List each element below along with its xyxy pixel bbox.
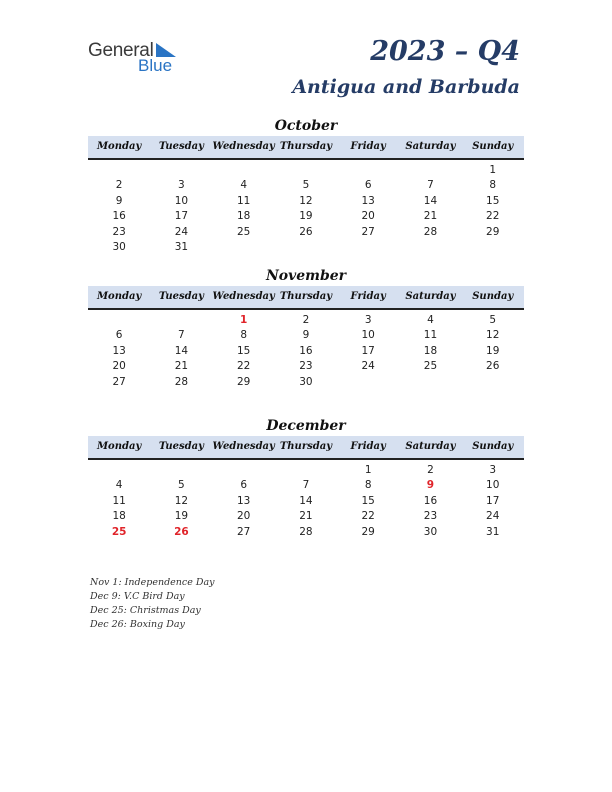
day-cell: 23 [299,360,313,373]
day-cell: 12 [174,494,189,507]
week-row [88,478,524,493]
logo-flag-icon [156,43,176,57]
week-row [88,344,524,359]
day-cell: 27 [112,375,126,388]
day-cell: 18 [423,344,438,357]
day-cell: 8 [489,179,497,192]
day-cell: 30 [112,240,126,253]
day-cell: 6 [240,479,247,492]
empty-day-cell [399,163,461,178]
weekday-header [88,436,524,460]
day-cell: 23 [423,510,438,523]
holiday-note: Nov 1: Independence Day [90,577,215,588]
day-cell: 13 [236,494,251,507]
day-cell: 16 [423,494,438,507]
day-cell: 7 [427,179,434,192]
week-row [88,463,524,478]
day-cell: 1 [489,164,497,176]
day-cell: 23 [112,225,126,238]
weekday-saturday: Saturday [405,291,456,302]
day-cell: 29 [236,375,251,388]
weekday-thursday: Thursday [279,441,333,452]
day-cell: 25 [423,360,438,373]
day-cell: 2 [427,464,434,476]
day-cell: 9 [426,479,435,492]
day-cell: 22 [486,210,500,223]
week-row [88,313,524,328]
day-cell: 26 [486,360,500,373]
week-row [88,494,524,509]
day-cell: 31 [486,525,500,538]
day-cell: 28 [174,375,189,388]
day-cell: 8 [364,479,372,492]
empty-day-cell [213,163,275,178]
empty-day-cell [337,240,399,255]
day-cell: 21 [299,510,313,523]
day-cell: 26 [299,225,313,238]
month-title: December [266,418,346,434]
day-cell: 25 [236,225,251,238]
day-cell: 17 [486,494,500,507]
weekday-sunday: Sunday [472,441,514,452]
empty-day-cell [337,375,399,390]
day-cell: 2 [302,314,310,326]
month-title: November [265,268,347,284]
day-cell: 14 [423,194,438,207]
weekday-saturday: Saturday [405,441,456,452]
day-cell: 11 [112,494,126,507]
day-cell: 9 [115,194,123,207]
day-cell: 9 [302,329,310,342]
day-cell: 29 [486,225,500,238]
day-cell: 15 [486,194,500,207]
day-cell: 15 [361,494,375,507]
day-cell: 25 [111,525,127,538]
empty-day-cell [88,163,150,178]
day-cell: 28 [299,525,313,538]
day-cell: 13 [361,194,375,207]
day-cell: 21 [423,210,438,223]
day-cell: 1 [240,314,248,326]
day-cell: 26 [174,525,189,538]
month-weeks [88,313,524,390]
week-row [88,163,524,178]
day-cell: 3 [178,179,185,192]
holiday-notes [90,576,215,632]
weekday-thursday: Thursday [279,291,333,302]
day-cell: 5 [302,179,310,192]
day-cell: 3 [364,314,372,326]
weekday-wednesday: Wednesday [212,441,275,452]
day-cell: 5 [178,479,185,492]
day-cell: 27 [361,225,375,238]
month-weeks [88,463,524,540]
weekday-tuesday: Tuesday [158,141,204,152]
month-weeks [88,163,524,255]
weekday-monday: Monday [96,441,142,452]
day-cell: 30 [423,525,438,538]
day-cell: 18 [112,510,126,523]
day-cell: 20 [361,210,375,223]
weekday-saturday: Saturday [405,141,456,152]
weekday-friday: Friday [350,441,386,452]
month-december [88,416,524,540]
day-cell: 10 [174,194,189,207]
page-title: 2023 – Q4 [370,36,520,67]
day-cell: 22 [236,360,251,373]
weekday-tuesday: Tuesday [158,441,204,452]
day-cell: 11 [236,194,251,207]
month-october [88,116,524,255]
day-cell: 4 [115,479,123,492]
empty-day-cell [462,375,524,390]
empty-day-cell [88,313,150,328]
empty-day-cell [213,463,275,478]
empty-day-cell [213,240,275,255]
day-cell: 1 [364,464,372,476]
day-cell: 27 [236,525,251,538]
day-cell: 7 [178,329,185,342]
day-cell: 30 [299,375,313,388]
empty-day-cell [337,163,399,178]
week-row [88,509,524,524]
day-cell: 10 [486,479,500,492]
empty-day-cell [88,463,150,478]
empty-day-cell [150,163,212,178]
weekday-friday: Friday [350,141,386,152]
day-cell: 20 [112,360,126,373]
week-row [88,178,524,193]
day-cell: 22 [361,510,375,523]
logo-text-blue: Blue [138,56,173,75]
week-row [88,375,524,390]
day-cell: 2 [115,179,123,192]
day-cell: 4 [427,314,434,326]
day-cell: 31 [174,240,189,253]
holiday-note: Dec 9: V.C Bird Day [90,591,185,602]
day-cell: 24 [486,510,500,523]
empty-day-cell [275,240,337,255]
week-row [88,209,524,224]
empty-day-cell [275,463,337,478]
holiday-note: Dec 25: Christmas Day [90,605,201,616]
week-row [88,525,524,540]
week-row [88,359,524,374]
day-cell: 19 [299,210,313,223]
day-cell: 10 [361,329,375,342]
day-cell: 17 [361,344,375,357]
day-cell: 6 [364,179,372,192]
day-cell: 24 [361,360,375,373]
day-cell: 19 [486,344,500,357]
weekday-friday: Friday [350,291,386,302]
day-cell: 8 [240,329,247,342]
day-cell: 28 [423,225,438,238]
week-row [88,225,524,240]
month-november [88,266,524,390]
page-subtitle: Antigua and Barbuda [292,76,520,98]
weekday-wednesday: Wednesday [212,141,275,152]
empty-day-cell [150,463,212,478]
day-cell: 11 [423,329,438,342]
weekday-sunday: Sunday [472,291,514,302]
day-cell: 20 [236,510,251,523]
logo-text-general: General [88,40,154,61]
day-cell: 24 [174,225,189,238]
day-cell: 16 [112,210,126,223]
weekday-header [88,136,524,160]
generalblue-logo [88,40,188,76]
day-cell: 14 [299,494,313,507]
day-cell: 5 [489,314,497,326]
day-cell: 18 [236,210,251,223]
empty-day-cell [275,163,337,178]
weekday-sunday: Sunday [472,141,514,152]
empty-day-cell [150,313,212,328]
day-cell: 14 [174,344,189,357]
empty-day-cell [462,240,524,255]
weekday-tuesday: Tuesday [158,291,204,302]
week-row [88,328,524,343]
weekday-thursday: Thursday [279,141,333,152]
week-row [88,194,524,209]
week-row [88,240,524,255]
month-title: October [274,118,338,134]
day-cell: 3 [489,464,497,476]
holiday-note: Dec 26: Boxing Day [90,619,185,630]
weekday-wednesday: Wednesday [212,291,275,302]
day-cell: 4 [240,179,247,192]
day-cell: 29 [361,525,375,538]
day-cell: 6 [115,329,123,342]
day-cell: 7 [302,479,310,492]
day-cell: 21 [174,360,189,373]
day-cell: 16 [299,344,313,357]
day-cell: 19 [174,510,189,523]
weekday-monday: Monday [96,291,142,302]
day-cell: 15 [236,344,251,357]
day-cell: 12 [486,329,500,342]
empty-day-cell [399,375,461,390]
day-cell: 13 [112,344,126,357]
weekday-monday: Monday [96,141,142,152]
empty-day-cell [399,240,461,255]
weekday-header [88,286,524,310]
day-cell: 12 [299,194,313,207]
day-cell: 17 [174,210,189,223]
